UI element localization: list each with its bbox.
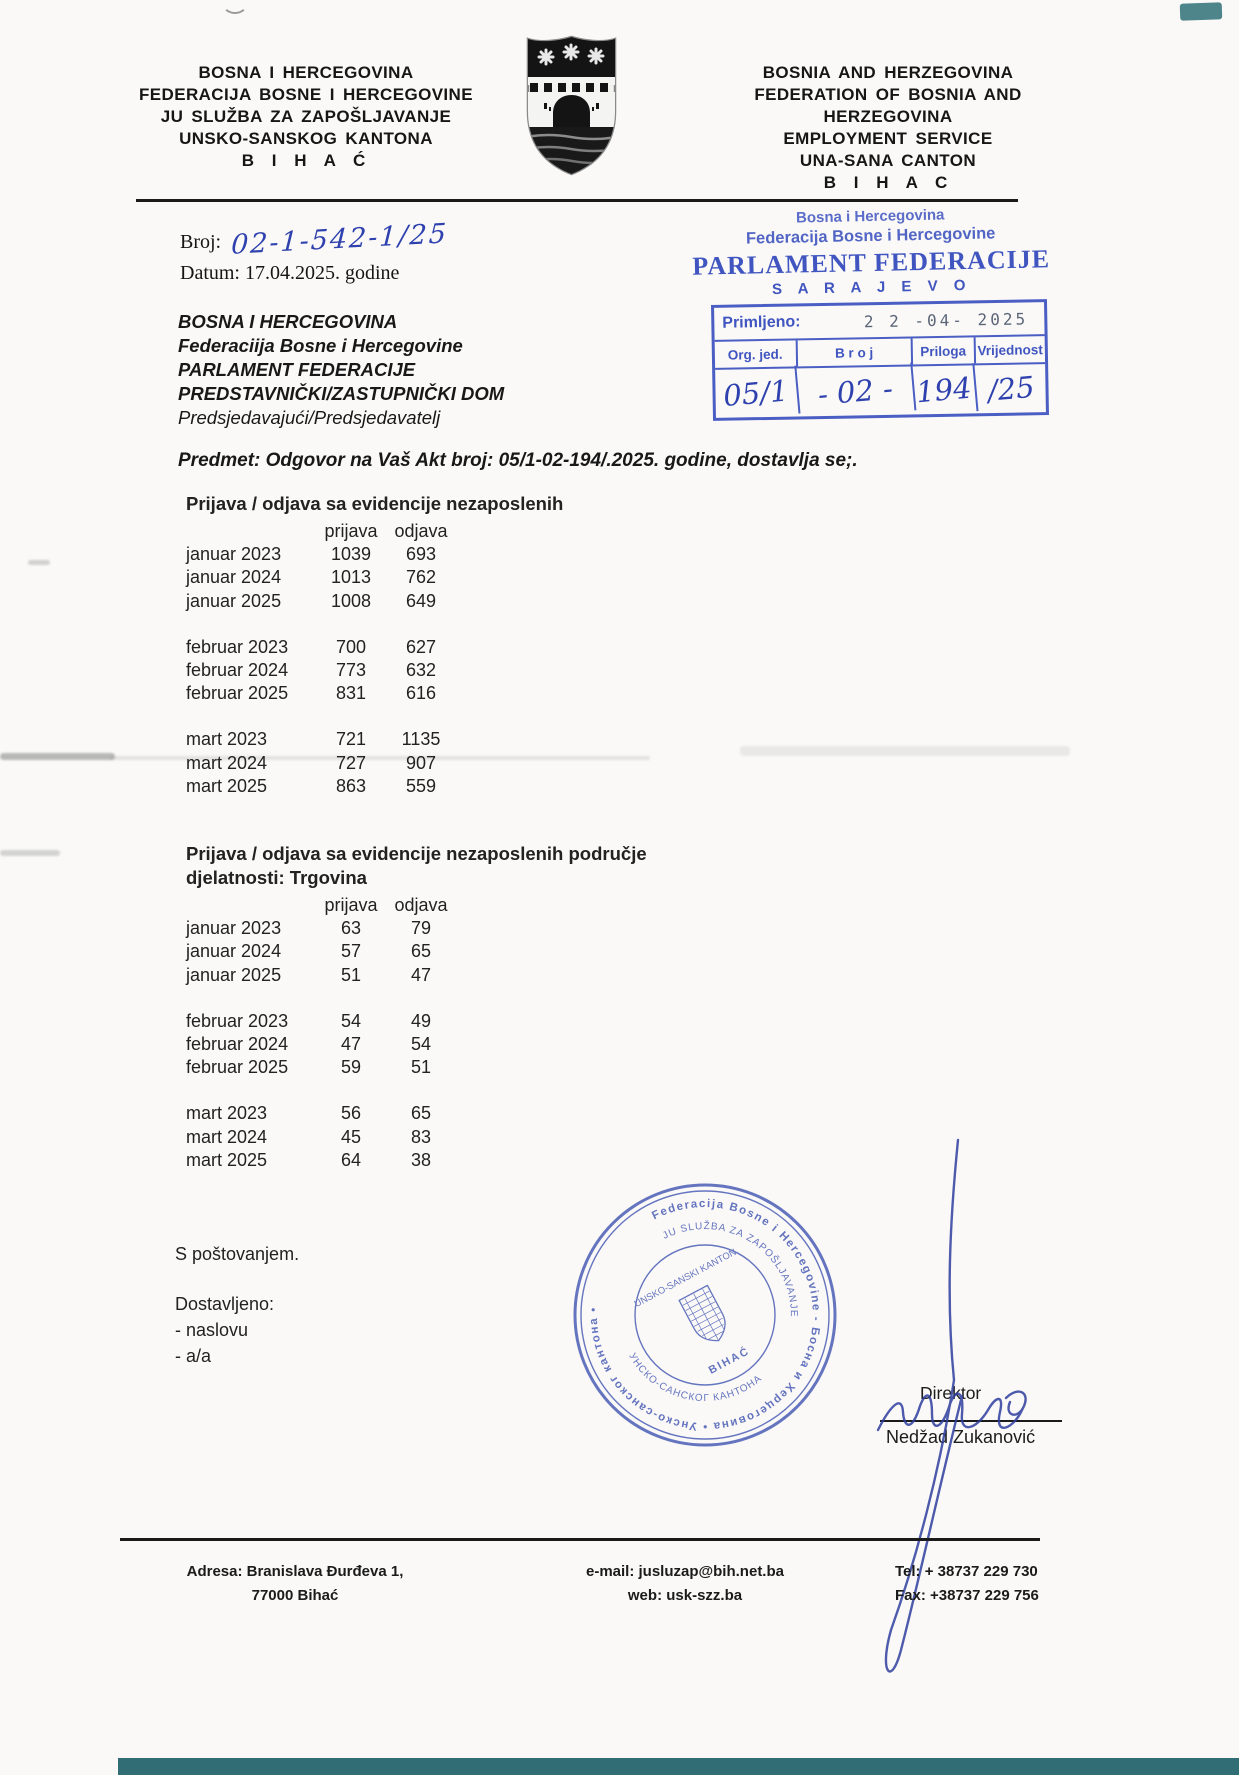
footer-email: e-mail: jusluzap@bih.net.ba [586,1563,784,1580]
table-group-gap [186,987,647,1010]
month-cell: februar 2025 [186,683,289,704]
odjava-cell: 762 [405,567,437,588]
footer-address-line: Adresa: Branislava Đurđeva 1, [186,1563,404,1580]
table-body [186,917,647,1195]
letterhead-line: B I H A Ć [241,151,371,170]
letterhead-line: UNSKO-SANSKOG KANTONA [179,129,433,148]
table-group-gap [186,705,563,728]
col-vrijednost: Vrijednost [977,341,1043,358]
letterhead-line: EMPLOYMENT SERVICE [783,129,993,148]
primljeno-label: Primljeno: [722,313,801,332]
month-cell: mart 2023 [186,729,268,750]
prijava-cell: 727 [335,752,367,773]
odjava-cell: 693 [405,544,437,565]
prijava-cell: 45 [340,1126,362,1147]
table-header-row [186,894,647,917]
signer-name: Nedžad Zukanović [886,1427,1036,1447]
table-row [186,1126,647,1149]
prijava-cell: 47 [340,1034,362,1055]
value-vrijednost: /25 [986,369,1036,408]
odjava-cell: 51 [410,1057,432,1078]
col-broj: B r o j [797,338,913,366]
value-broj: - 02 - [796,362,915,420]
table-group-gap [186,1079,647,1102]
odjava-cell: 649 [405,590,437,611]
table-row [186,964,647,987]
value-org-jed: 05/1 [714,366,800,421]
recipient-line: Federaciija Bosne i Hercegovine [178,335,463,356]
letterhead-line: FEDERACIJA BOSNE I HERCEGOVINE [139,85,473,104]
received-stamp-city: S A R A J E V O [771,276,972,299]
month-cell: mart 2025 [186,775,268,796]
table-row [186,940,647,963]
table-header-row [186,520,563,543]
footer-address [175,1560,415,1608]
primljeno-date: 2 2 -04- 2025 [863,308,1029,331]
recipient-line: PARLAMENT FEDERACIJE [178,359,416,380]
recipient-line: BOSNA I HERCEGOVINA [178,311,398,332]
table-row [186,775,563,798]
odjava-cell: 47 [410,964,432,985]
broj-label: Broj: [180,231,222,253]
letterhead-line: JU SLUŽBA ZA ZAPOŠLJAVANJE [160,107,452,126]
table-row [186,1149,647,1172]
odjava-cell: 65 [410,1103,432,1124]
table-row [186,728,563,751]
footer-address-line: 77000 Bihać [251,1587,339,1604]
table-row [186,659,563,682]
month-cell: mart 2023 [186,1103,268,1124]
received-stamp-line: Federacija Bosne i Hercegovine [745,224,996,248]
received-stamp-line: Bosna i Hercegovina [795,206,945,227]
col-odjava: odjava [394,895,448,915]
prijava-cell: 56 [340,1103,362,1124]
odjava-cell: 54 [410,1034,432,1055]
letterhead-line: B I H A C [823,173,953,192]
footer-contact [565,1560,805,1608]
table-row [186,752,563,775]
letterhead-right [688,62,1088,194]
month-cell: januar 2024 [186,567,282,588]
letterhead-line: FEDERATION OF BOSNIA AND HERZEGOVINA [754,85,1022,126]
scan-artifact-streak [0,850,60,856]
month-cell: mart 2025 [186,1149,268,1170]
table-row [186,566,563,589]
month-cell: januar 2025 [186,590,282,611]
month-cell: januar 2025 [186,964,282,985]
recipient-block [178,310,504,430]
table-unemployment [186,492,563,821]
empty-cell [186,520,318,543]
stamp-city-text: BIHAĆ [706,1345,753,1377]
odjava-cell: 559 [405,775,437,796]
table-row [186,543,563,566]
odjava-cell: 1135 [401,729,441,750]
table-group-gap [186,798,563,821]
empty-cell [186,894,318,917]
col-org-jed: Org. jed. [715,340,798,367]
letterhead-line: UNA-SANA CANTON [799,151,977,170]
prijava-cell: 831 [335,683,367,704]
recipient-line: PREDSTAVNIČKI/ZASTUPNIČKI DOM [178,383,505,404]
table-unemployment-trade [186,842,647,1195]
dostavljeno-item: - naslovu [175,1320,249,1340]
prijava-cell: 51 [340,964,362,985]
month-cell: januar 2023 [186,918,282,939]
odjava-cell: 79 [410,918,432,939]
scan-artifact-streak [0,753,115,760]
odjava-cell: 83 [410,1126,432,1147]
subject-line: Predmet: Odgovor na Vaš Akt broj: 05/1-02-194/.2025. godine, dostavlja se;. [178,450,858,471]
table-row [186,917,647,940]
prijava-cell: 1013 [330,567,372,588]
scan-artifact-top-right [1180,2,1223,20]
month-cell: februar 2025 [186,1057,289,1078]
footer-phones [895,1560,1080,1608]
month-cell: mart 2024 [186,752,268,773]
footer-fax: Fax: +38737 229 756 [895,1587,1039,1604]
letterhead-line: BOSNIA AND HERZEGOVINA [762,63,1014,82]
table-row [186,590,563,613]
col-odjava: odjava [394,521,448,541]
table-row [186,682,563,705]
table-title: Prijava / odjava sa evidencije nezaposlenih [186,493,564,514]
signer-title: Direktor [920,1383,982,1403]
regards-line: S poštovanjem. [175,1244,300,1264]
received-stamp-title: PARLAMENT FEDERACIJE [692,244,1051,281]
prijava-cell: 721 [335,729,367,750]
letterhead-left [136,62,476,172]
month-cell: februar 2024 [186,660,289,681]
stamp-ring-text: Federacija Bosne i Hercegovine - Босна и Херцеговина • Унско-санског кантона • [587,1197,822,1433]
col-prijava: prijava [324,521,378,541]
header-divider [136,199,1018,202]
signature-line [880,1420,1062,1422]
prijava-cell: 863 [335,775,367,796]
table-row [186,1033,647,1056]
dostavljeno-item: - a/a [175,1346,212,1366]
prijava-cell: 773 [335,660,367,681]
recipient-line: Predsjedavajući/Predsjedavatelj [178,407,441,428]
odjava-cell: 632 [405,660,437,681]
month-cell: januar 2024 [186,941,282,962]
odjava-cell: 907 [405,752,437,773]
stamp-arc-bottom-text: УНСКО-САНСКОГ КАНТОНА [626,1351,765,1405]
prijava-cell: 64 [340,1149,362,1170]
received-stamp-table [711,299,1049,421]
prijava-cell: 57 [340,941,362,962]
month-cell: februar 2023 [186,1010,289,1031]
table-row [186,1102,647,1125]
footer-web: web: usk-szz.ba [627,1587,743,1604]
scan-artifact-top-arc [222,0,248,14]
scan-artifact-streak [28,560,50,565]
odjava-cell: 616 [405,683,437,704]
received-stamp [687,204,1055,300]
table-row [186,1056,647,1079]
prijava-cell: 700 [335,636,367,657]
letterhead-line: BOSNA I HERCEGOVINA [198,63,414,82]
footer-tel: Tel: + 38737 229 730 [895,1563,1038,1580]
month-cell: februar 2023 [186,636,289,657]
prijava-cell: 59 [340,1057,362,1078]
scan-artifact-streak [740,746,1070,756]
round-official-stamp [572,1182,838,1448]
table-row [186,636,563,659]
stamp-center-emblem-icon [679,1285,733,1348]
table-row [186,1010,647,1033]
document-number-line [180,218,449,261]
scan-artifact-bottom-bar [118,1758,1239,1775]
prijava-cell: 1039 [330,544,372,565]
stamp-arc-top-text: JU SLUŽBA ZA ZAPOŠLJAVANJE [661,1220,799,1318]
odjava-cell: 627 [405,636,437,657]
table-title-line2: djelatnosti: Trgovina [186,867,367,888]
month-cell: januar 2023 [186,544,282,565]
table-body [186,543,563,821]
document-date-line: Datum: 17.04.2025. godine [180,262,400,284]
received-table-values [715,364,1046,418]
prijava-cell: 63 [340,918,362,939]
footer-divider [120,1538,1040,1541]
received-row-primljeno [714,302,1045,342]
odjava-cell: 49 [410,1010,432,1031]
odjava-cell: 65 [410,941,432,962]
dostavljeno-label: Dostavljeno: [175,1294,275,1314]
table-title-line1: Prijava / odjava sa evidencije nezaposlenih područje [186,843,647,864]
col-priloga: Priloga [913,337,976,364]
table-group-gap [186,613,563,636]
month-cell: februar 2024 [186,1034,289,1055]
prijava-cell: 54 [340,1010,362,1031]
odjava-cell: 38 [410,1149,432,1170]
col-prijava: prijava [324,895,378,915]
value-priloga: 194 [912,363,979,416]
prijava-cell: 1008 [330,590,372,611]
broj-handwritten-value: 02-1-542-1/25 [230,218,449,261]
month-cell: mart 2024 [186,1126,268,1147]
coat-of-arms-icon [524,33,619,179]
stamp-canton-text: UNSKO-SANSKI KANTON [632,1246,739,1310]
